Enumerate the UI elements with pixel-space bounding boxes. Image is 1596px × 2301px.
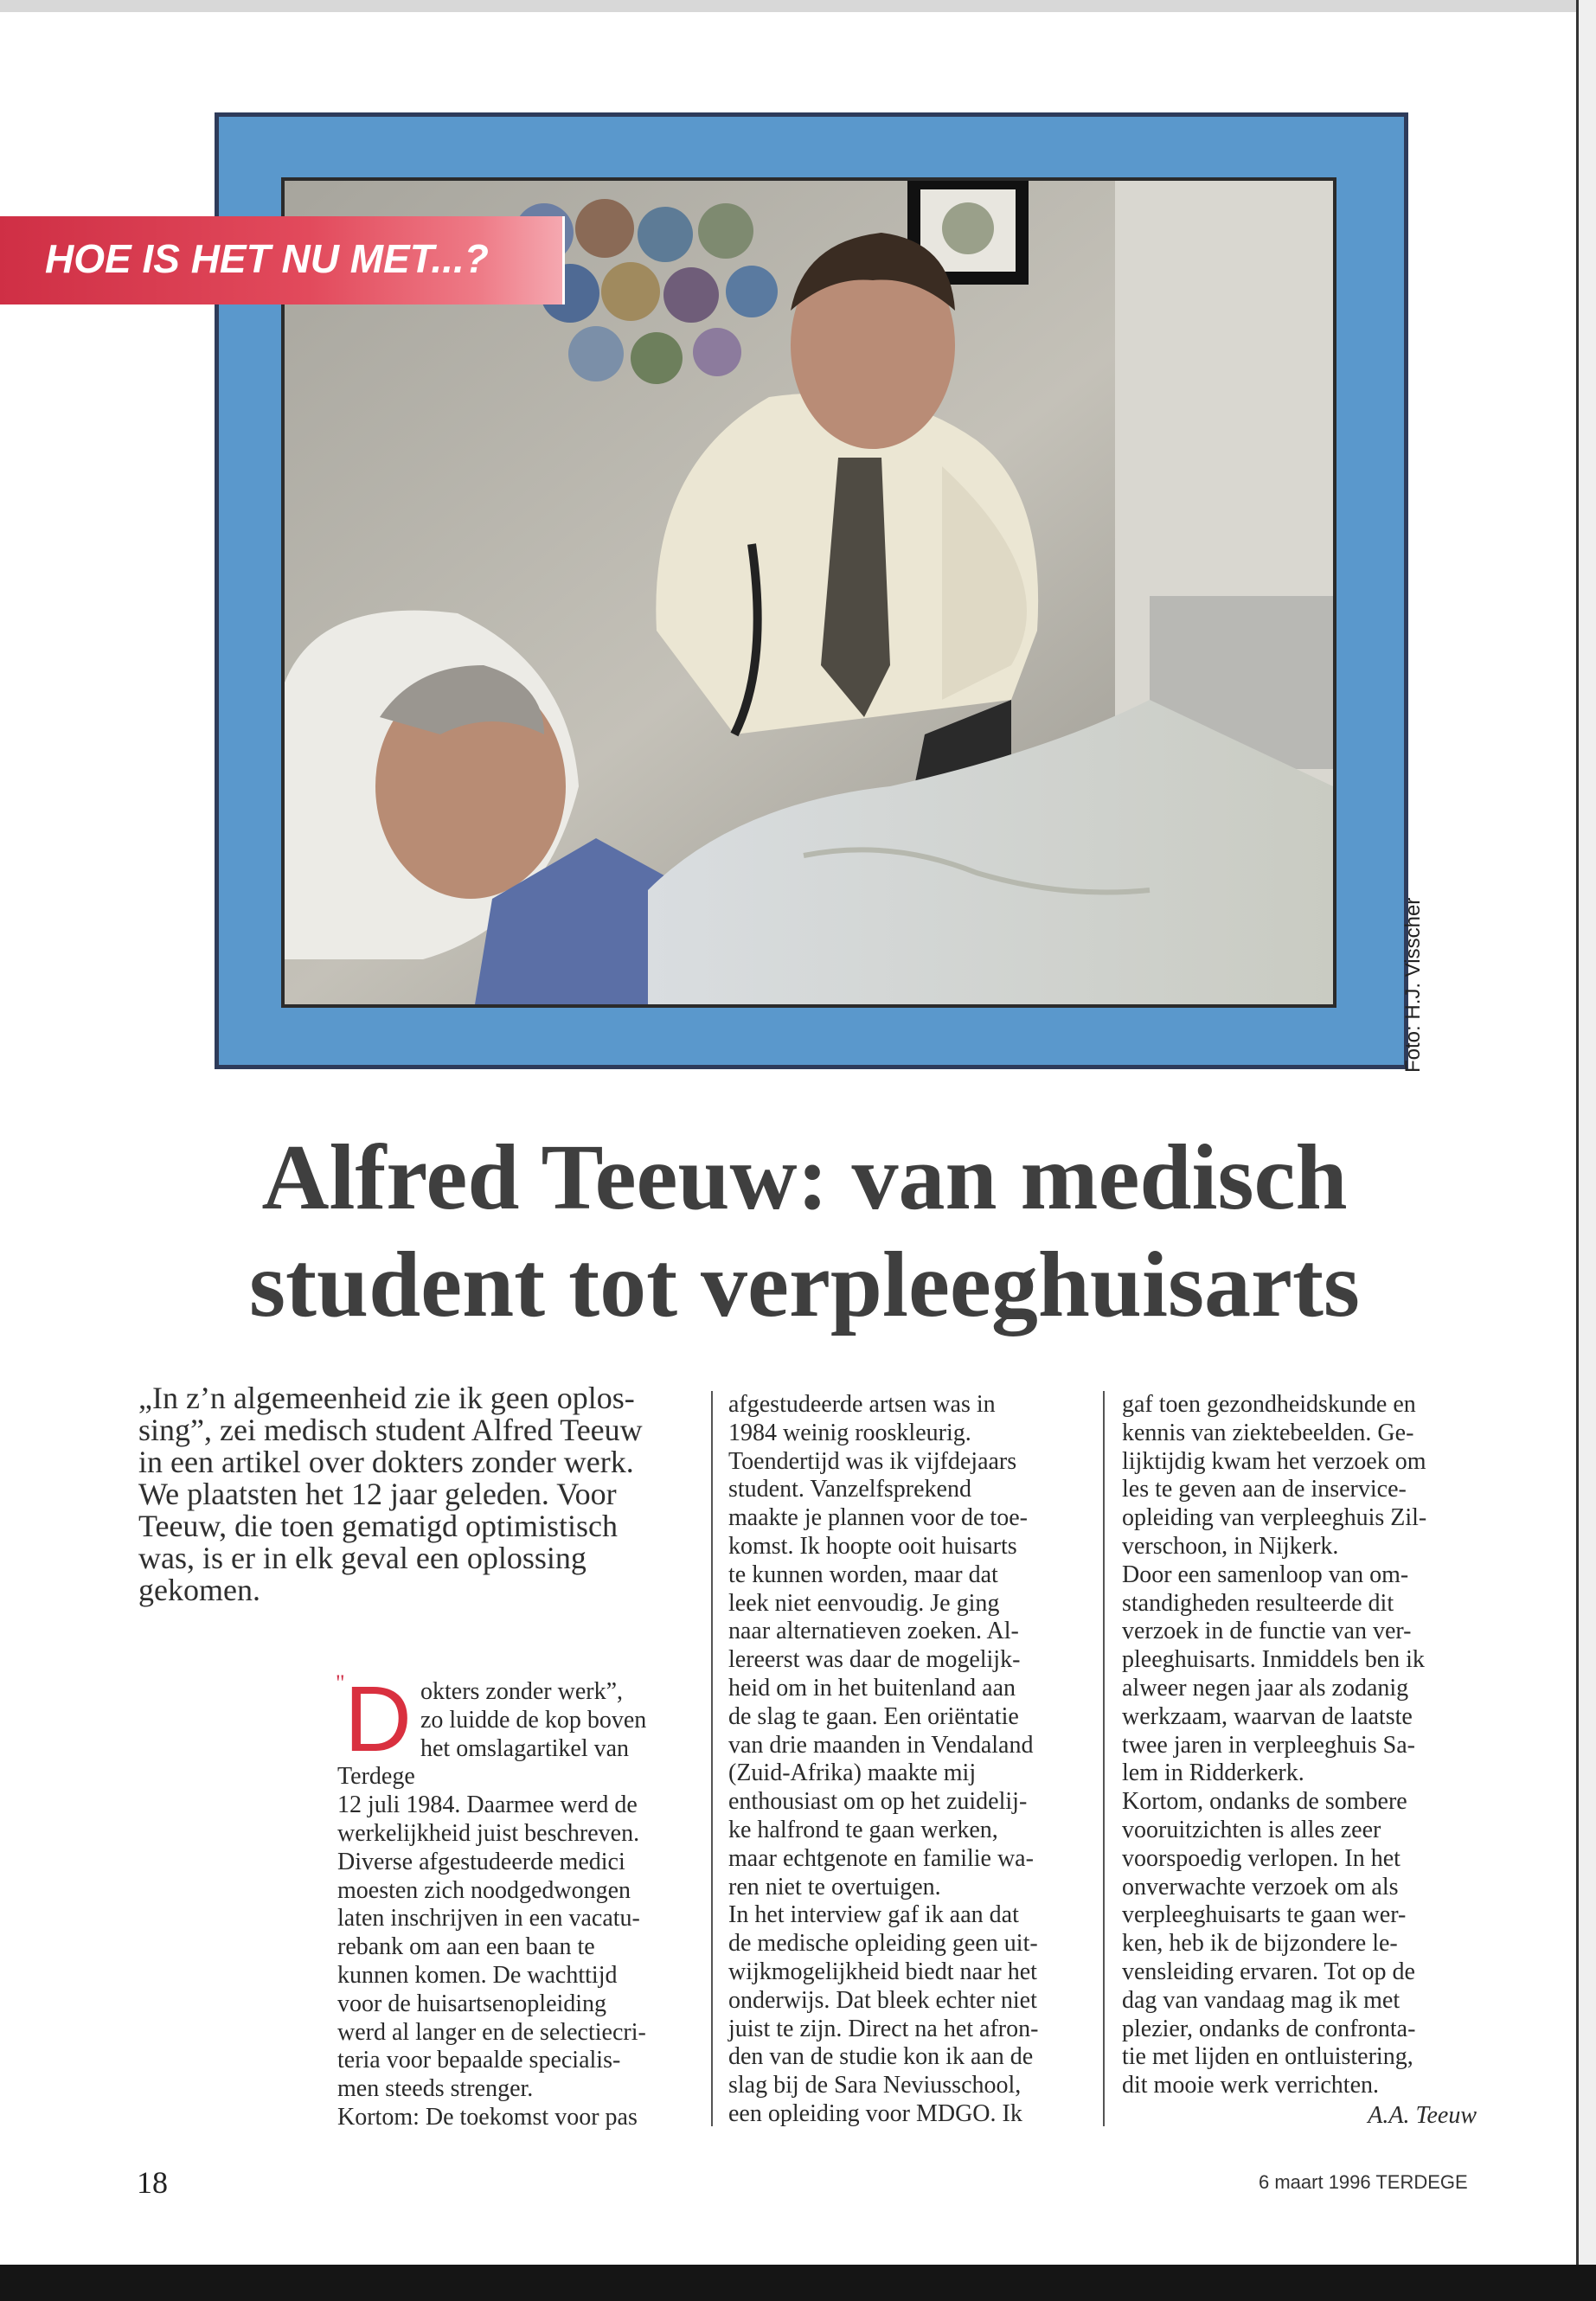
- body-line: twee jaren in verpleeghuis Sa-: [1122, 1731, 1415, 1759]
- issue-footer: 6 maart 1996 TERDEGE: [1259, 2171, 1468, 2193]
- body-line: voor de huisartsenopleiding: [337, 1990, 607, 2017]
- body-line: alweer negen jaar als zodanig: [1122, 1674, 1409, 1702]
- body-line: men steeds strenger.: [337, 2075, 534, 2103]
- body-column-3: [1122, 1391, 1477, 2131]
- body-line: student. Vanzelfsprekend: [728, 1476, 971, 1503]
- body-line: het omslagartikel van Terdege: [337, 1734, 630, 1791]
- body-line: maar echtgenote en familie wa-: [728, 1844, 1034, 1872]
- body-line: opleiding van verpleeghuis Zil-: [1122, 1504, 1427, 1532]
- body-line: les te geven aan de inservice-: [1122, 1476, 1407, 1503]
- body-line: slag bij de Sara Neviusschool,: [728, 2072, 1022, 2099]
- body-line: tie met lijden en ontluistering,: [1122, 2043, 1413, 2071]
- body-line: Diverse afgestudeerde medici: [337, 1848, 625, 1875]
- body-line: verzoek in de functie van ver-: [1122, 1618, 1412, 1645]
- body-line: laten inschrijven in een vacatu-: [337, 1905, 640, 1932]
- scan-edge-right: [1576, 0, 1596, 2301]
- body-line: wijkmogelijkheid biedt naar het: [728, 1958, 1037, 1985]
- body-line: onderwijs. Dat bleek echter niet: [728, 1986, 1037, 2014]
- body-line: ren niet te overtuigen.: [728, 1873, 941, 1900]
- dropcap-letter: D: [344, 1666, 412, 1771]
- body-line: de medische opleiding geen uit-: [728, 1930, 1038, 1958]
- body-line: werkzaam, waarvan de laatste: [1122, 1702, 1413, 1730]
- body-line: juist te zijn. Direct na het afron-: [728, 2015, 1039, 2042]
- body-line: van drie maanden in Vendaland: [728, 1731, 1034, 1759]
- author-signature: A.A. Teeuw: [1368, 2101, 1477, 2129]
- body-line: de slag te gaan. Een oriëntatie: [728, 1702, 1019, 1730]
- body-line: lereerst was daar de mogelijk-: [728, 1646, 1021, 1674]
- intro-line: was, is er in elk geval een oplossing: [138, 1541, 586, 1575]
- column-divider: [1103, 1391, 1105, 2126]
- body-line: den van de studie kon ik aan de: [728, 2043, 1034, 2071]
- body-column-1: [336, 1666, 679, 2132]
- body-line: gaf toen gezondheidskunde en: [1122, 1391, 1416, 1418]
- body-line: een opleiding voor MDGO. Ik: [728, 2099, 1022, 2127]
- body-line: (Zuid-Afrika) maakte mij: [728, 1759, 977, 1787]
- body-line: moesten zich noodgedwongen: [337, 1876, 631, 1904]
- opening-quote-mark: ": [336, 1670, 345, 1695]
- body-line: standigheden resulteerde dit: [1122, 1589, 1394, 1617]
- article-headline: [130, 1125, 1479, 1339]
- headline-line-2: student tot verpleeghuisarts: [249, 1234, 1360, 1336]
- body-column-2: [728, 1391, 1083, 2129]
- body-line: komst. Ik hoopte ooit huisarts: [728, 1532, 1017, 1560]
- intro-line: sing”, zei medisch student Alfred Teeuw: [138, 1413, 643, 1447]
- intro-line: Teeuw, die toen gematigd optimistisch: [138, 1509, 619, 1543]
- body-line: verschoon, in Nijkerk.: [1122, 1532, 1339, 1560]
- body-line: naar alternatieven zoeken. Al-: [728, 1618, 1019, 1645]
- body-line: ken, heb ik de bijzondere le-: [1122, 1930, 1398, 1958]
- intro-line: gekomen.: [138, 1573, 260, 1607]
- intro-line: We plaatsten het 12 jaar geleden. Voor: [138, 1477, 617, 1511]
- body-line: onverwachte verzoek om als: [1122, 1873, 1399, 1900]
- body-line: werd al langer en de selectiecri-: [337, 2018, 646, 2046]
- body-line: okters zonder werk”,: [420, 1678, 624, 1705]
- body-line: plezier, ondanks de confronta-: [1122, 2015, 1416, 2042]
- headline-line-1: Alfred Teeuw: van medisch: [261, 1126, 1348, 1229]
- body-line: Kortom: De toekomst voor pas: [337, 2103, 638, 2131]
- body-line: 1984 weinig rooskleurig.: [728, 1419, 971, 1446]
- body-line: afgestudeerde artsen was in: [728, 1391, 996, 1418]
- body-line: lem in Ridderkerk.: [1122, 1759, 1304, 1787]
- body-line: vensleiding ervaren. Tot op de: [1122, 1958, 1415, 1985]
- body-line: Kortom, ondanks de sombere: [1122, 1788, 1407, 1816]
- body-line: rebank om aan een baan te: [337, 1933, 595, 1961]
- body-line: leek niet eenvoudig. Je ging: [728, 1589, 1000, 1617]
- body-line: Toendertijd was ik vijfdejaars: [728, 1447, 1017, 1475]
- body-line: 12 juli 1984. Daarmee werd de: [337, 1791, 638, 1819]
- body-line: pleeghuisarts. Inmiddels ben ik: [1122, 1646, 1425, 1674]
- body-line: Door een samenloop van om-: [1122, 1561, 1409, 1588]
- column-divider: [711, 1391, 713, 2126]
- banner-label: HOE IS HET NU MET...?: [45, 236, 489, 281]
- body-line: zo luidde de kop boven: [420, 1706, 647, 1734]
- body-line: maakte je plannen voor de toe-: [728, 1504, 1028, 1532]
- body-line: kunnen komen. De wachttijd: [337, 1961, 618, 1989]
- body-line: voorspoedig verlopen. In het: [1122, 1844, 1401, 1872]
- body-line: lijktijdig kwam het verzoek om: [1122, 1447, 1426, 1475]
- body-line: enthousiast om op het zuidelij-: [728, 1788, 1028, 1816]
- body-line: dag van vandaag mag ik met: [1122, 1986, 1401, 2014]
- section-banner: [0, 216, 565, 304]
- photo-credit: Foto: H.J. Visscher: [1401, 897, 1425, 1073]
- article-intro: [138, 1382, 675, 1606]
- body-line: te kunnen worden, maar dat: [728, 1561, 998, 1588]
- page-number: 18: [137, 2165, 168, 2200]
- body-line: teria voor bepaalde specialis-: [337, 2047, 621, 2074]
- body-line: vooruitzichten is alles zeer: [1122, 1816, 1381, 1843]
- body-line: werkelijkheid juist beschreven.: [337, 1819, 640, 1847]
- body-line: dit mooie werk verrichten.: [1122, 2072, 1380, 2099]
- body-line: verpleeghuisarts te gaan wer-: [1122, 1901, 1407, 1929]
- intro-line: in een artikel over dokters zonder werk.: [138, 1445, 634, 1479]
- intro-line: „In z’n algemeenheid zie ik geen oplos-: [138, 1381, 635, 1415]
- body-line: ke halfrond te gaan werken,: [728, 1816, 998, 1843]
- body-line: In het interview gaf ik aan dat: [728, 1901, 1019, 1929]
- scan-edge-bottom: [0, 2265, 1596, 2301]
- body-line: heid om in het buitenland aan: [728, 1674, 1016, 1702]
- scan-edge-top: [0, 0, 1596, 12]
- body-line: kennis van ziektebeelden. Ge-: [1122, 1419, 1414, 1446]
